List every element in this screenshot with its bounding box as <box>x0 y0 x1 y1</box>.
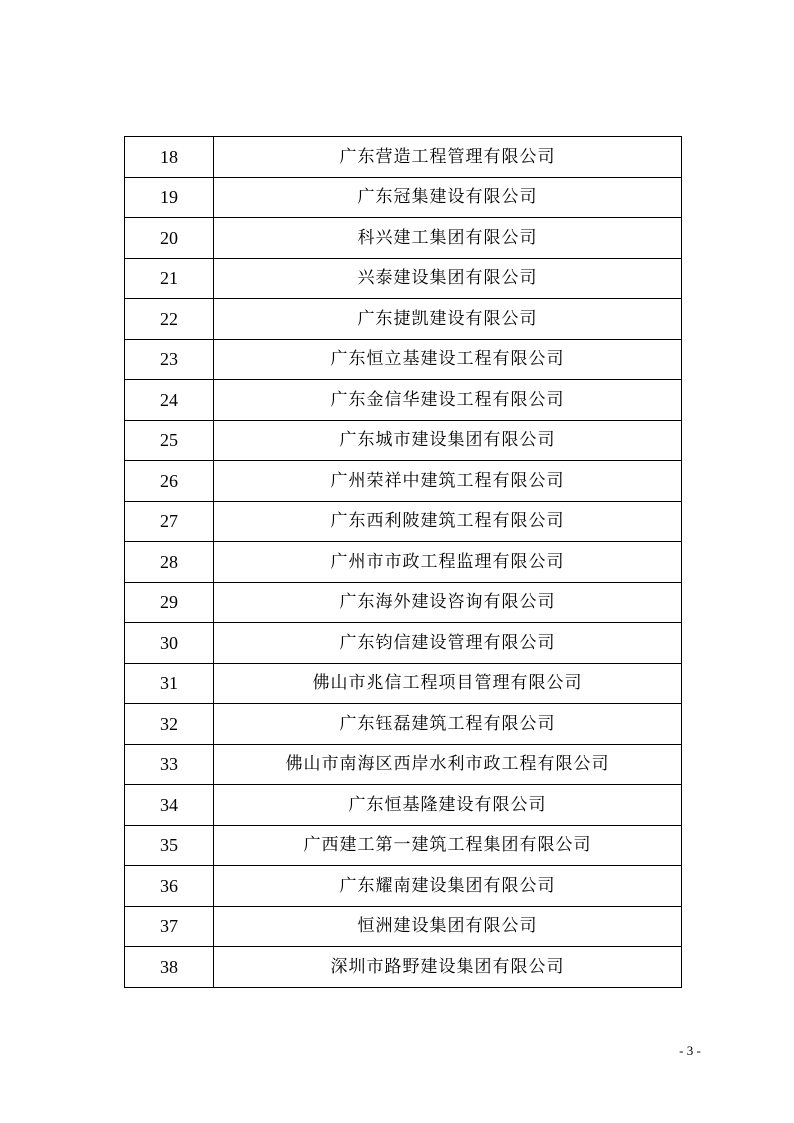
company-name-cell: 广州荣祥中建筑工程有限公司 <box>214 461 682 502</box>
company-name-cell: 广东海外建设咨询有限公司 <box>214 582 682 623</box>
company-name-cell: 广东恒基隆建设有限公司 <box>214 785 682 826</box>
table-row <box>125 542 682 583</box>
table-row <box>125 825 682 866</box>
company-name-cell: 兴泰建设集团有限公司 <box>214 258 682 299</box>
company-name-cell: 科兴建工集团有限公司 <box>214 218 682 259</box>
table-row <box>125 299 682 340</box>
company-name-cell: 广西建工第一建筑工程集团有限公司 <box>214 825 682 866</box>
company-name-cell: 广东恒立基建设工程有限公司 <box>214 339 682 380</box>
table-row <box>125 704 682 745</box>
table-row <box>125 663 682 704</box>
table-row <box>125 501 682 542</box>
table-row <box>125 744 682 785</box>
row-number-cell: 27 <box>125 501 214 542</box>
company-name-cell: 广东钰磊建筑工程有限公司 <box>214 704 682 745</box>
table-row <box>125 137 682 178</box>
row-number-cell: 34 <box>125 785 214 826</box>
row-number-cell: 19 <box>125 177 214 218</box>
company-name-cell: 广东金信华建设工程有限公司 <box>214 380 682 421</box>
row-number-cell: 22 <box>125 299 214 340</box>
table-row <box>125 177 682 218</box>
table-row <box>125 339 682 380</box>
company-name-cell: 广东营造工程管理有限公司 <box>214 137 682 178</box>
row-number-cell: 35 <box>125 825 214 866</box>
page-number: - 3 - <box>679 1043 701 1058</box>
table-body <box>125 137 682 988</box>
row-number-cell: 26 <box>125 461 214 502</box>
row-number-cell: 29 <box>125 582 214 623</box>
company-name-cell: 广东耀南建设集团有限公司 <box>214 866 682 907</box>
row-number-cell: 21 <box>125 258 214 299</box>
company-table <box>124 136 682 988</box>
row-number-cell: 32 <box>125 704 214 745</box>
table-row <box>125 258 682 299</box>
table-row <box>125 906 682 947</box>
company-name-cell: 广东西利陂建筑工程有限公司 <box>214 501 682 542</box>
row-number-cell: 36 <box>125 866 214 907</box>
table-row <box>125 218 682 259</box>
table-row <box>125 947 682 988</box>
company-name-cell: 广东钧信建设管理有限公司 <box>214 623 682 664</box>
company-name-cell: 广东城市建设集团有限公司 <box>214 420 682 461</box>
company-name-cell: 恒洲建设集团有限公司 <box>214 906 682 947</box>
table-row <box>125 785 682 826</box>
row-number-cell: 30 <box>125 623 214 664</box>
table-row <box>125 380 682 421</box>
company-name-cell: 广州市市政工程监理有限公司 <box>214 542 682 583</box>
table-row <box>125 623 682 664</box>
table-row <box>125 582 682 623</box>
company-name-cell: 佛山市兆信工程项目管理有限公司 <box>214 663 682 704</box>
company-name-cell: 广东冠集建设有限公司 <box>214 177 682 218</box>
row-number-cell: 20 <box>125 218 214 259</box>
row-number-cell: 18 <box>125 137 214 178</box>
row-number-cell: 23 <box>125 339 214 380</box>
row-number-cell: 25 <box>125 420 214 461</box>
row-number-cell: 37 <box>125 906 214 947</box>
table-row <box>125 461 682 502</box>
row-number-cell: 28 <box>125 542 214 583</box>
table-row <box>125 420 682 461</box>
row-number-cell: 38 <box>125 947 214 988</box>
row-number-cell: 31 <box>125 663 214 704</box>
company-name-cell: 广东捷凯建设有限公司 <box>214 299 682 340</box>
row-number-cell: 24 <box>125 380 214 421</box>
company-name-cell: 深圳市路野建设集团有限公司 <box>214 947 682 988</box>
company-name-cell: 佛山市南海区西岸水利市政工程有限公司 <box>214 744 682 785</box>
table-row <box>125 866 682 907</box>
row-number-cell: 33 <box>125 744 214 785</box>
